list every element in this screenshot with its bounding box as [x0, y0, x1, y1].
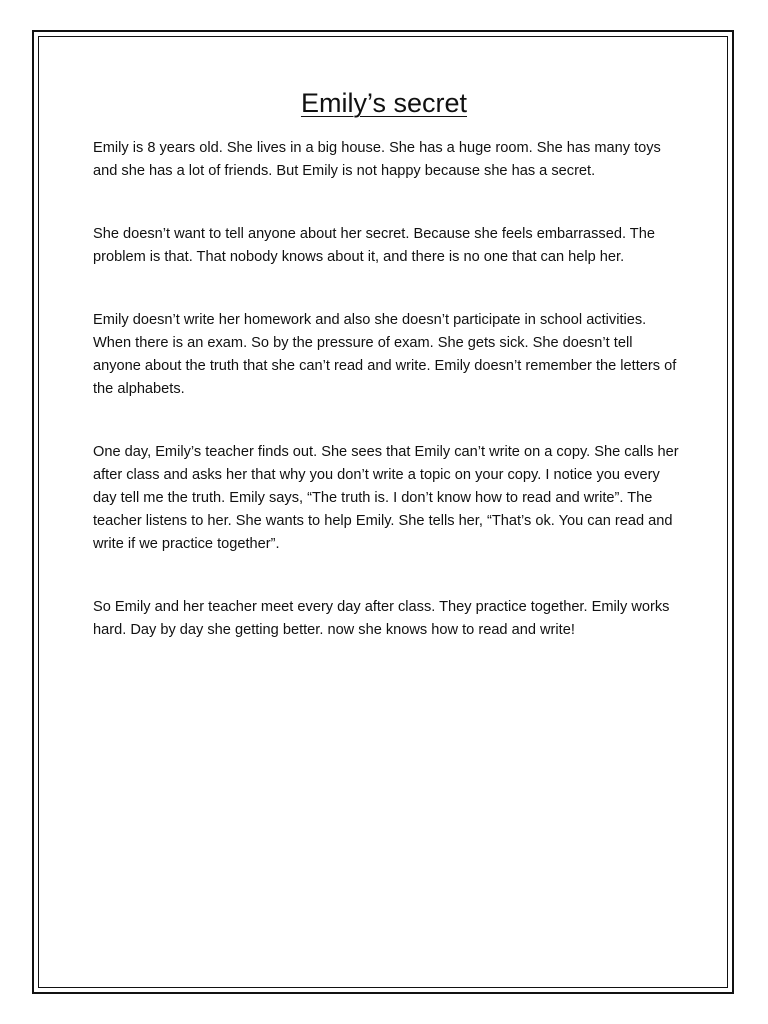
paragraph-3: Emily doesn’t write her homework and also she doesn’t participate in school activities. When there is an exam. So by the pressure of exam. She gets sick. She doesn’t tell anyone about the truth that she can’t read and write. Emily doesn’t remember the letters of the alphabets.	[93, 312, 677, 397]
paragraph-4: One day, Emily’s teacher finds out. She sees that Emily can’t write on a copy. She calls her after class and asks her that why you don’t write a topic on your copy. I notice you every day tell me the truth. Emily says, “The truth is. I don’t know how to read and write”. The teacher listens to her. She wants to help Emily. She tells her, “That’s ok. You can read and write if we practice together”.	[93, 444, 679, 552]
paragraph-5: So Emily and her teacher meet every day after class. They practice together. Emily works hard. Day by day she getting better. now she knows how to read and write!	[93, 599, 670, 638]
document-body	[93, 137, 683, 682]
document-title-text: Emily’s secret	[300, 88, 468, 118]
document-title	[0, 88, 768, 119]
paragraph-2: She doesn’t want to tell anyone about her secret. Because she feels embarrassed. The problem is that. That nobody knows about it, and there is no one that can help her.	[93, 226, 655, 265]
paragraph-1: Emily is 8 years old. She lives in a big house. She has a huge room. She has many toys and she has a lot of friends. But Emily is not happy because she has a secret.	[93, 140, 661, 179]
